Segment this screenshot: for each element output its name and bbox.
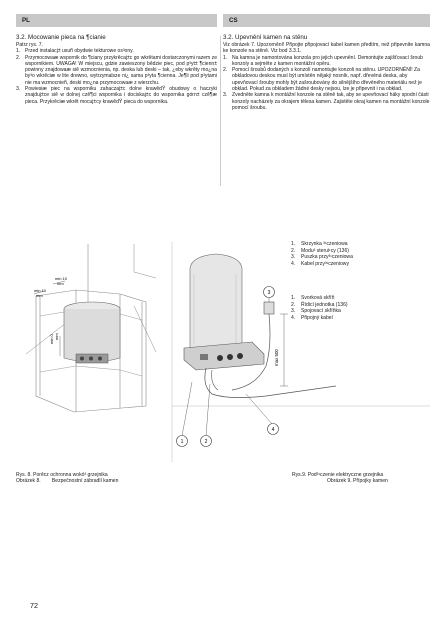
steps-cs: [223, 55, 430, 112]
list-item: [291, 308, 348, 315]
figure-area: [16, 236, 430, 466]
column-divider: [220, 36, 221, 186]
callout-4-label: 4: [271, 427, 275, 433]
caption-figure-9: [292, 472, 388, 485]
dim-min0: min 0: [49, 334, 54, 344]
legend-label: Kabel przy³¹czeniowy: [301, 260, 349, 267]
step-number: 1.: [16, 48, 21, 55]
legend-number: 4.: [291, 260, 296, 267]
tab-pl: PL: [16, 14, 217, 27]
dim-min10-left-unit: mm: [36, 293, 43, 298]
caption-figure-8-cs: [16, 478, 118, 484]
callout-3-label: 3: [267, 290, 271, 296]
list-item: [291, 248, 353, 255]
legend-label: Svorková skříň: [301, 295, 335, 301]
list-item: [291, 295, 348, 302]
list-item: [291, 254, 353, 261]
dim-min10-top: min 10: [55, 276, 68, 281]
figure-9-electrical-connections: [172, 242, 430, 462]
step-text: Zvedněte kamna k montážní konzole na stěně tak, aby se upevňovací háky spodní části konzoly nacházely za okrajem tělesa kamen. Zajistěte okraj kamen na montážní konzole pomocí šroubu.: [232, 92, 430, 111]
legend-number: 2.: [291, 301, 296, 308]
dim-min10-top-unit: mm: [57, 281, 64, 286]
figure-8-sauna-heater-guard-rail: [26, 244, 156, 412]
step-number: 3.: [223, 92, 228, 99]
list-item: [291, 302, 348, 309]
caption-figure-9-pl: Rys.9. Pod³¹czenie elektryczne grzejnika: [292, 472, 384, 478]
column-cs: [223, 34, 430, 111]
legend-number: 1.: [291, 241, 296, 247]
list-item: [291, 315, 348, 322]
legend-number: 3.: [291, 308, 296, 315]
legend-number: 3.: [291, 254, 296, 261]
intro-cs: Viz obrázek 7. Upozornění! Připojte připojovací kabel kamen předtím, než připevníte kamna ke konzole na stěně. Viz bod 3.3.1.: [223, 41, 430, 55]
step-number: 2.: [16, 54, 21, 61]
steps-pl: [16, 48, 217, 105]
list-item: [223, 55, 430, 68]
legend-label: Modu³ sterui¹cy (136): [301, 247, 349, 254]
list-item: [291, 261, 353, 268]
step-text: Pomocí šroubů dodaných s konzolí namontujte konzoli na stěnu. UPOZORNĚNÍ! Za obkladovou deskou musí být umístěn nějaký nosník, např. dřevěná deska, aby upevňovací šrouby mohly být zašroubovány do silnějšího dřevěného materiálu než je obklad. Pokud za obkladem žádné desky nejsou, lze je připevnit i na obklad.: [232, 67, 422, 92]
caption-figure-8-pl: Rys. 8. Porêcz ochronna wokó³ grzejnika: [16, 472, 108, 478]
section-title-pl: 3.2. Mocowanie pieca na ¶cianie: [16, 34, 106, 41]
legend-label: Skrzynka ³¹czeniowa: [301, 241, 348, 247]
list-item: [291, 241, 353, 248]
list-item: [223, 92, 430, 111]
callout-2-label: 2: [204, 439, 208, 445]
caption-figure-9-cs: Obrázek 9. Přípojky kamen: [327, 478, 388, 485]
page-number: 72: [30, 601, 38, 610]
caption-figure-8: [16, 472, 118, 485]
legend-cs: [291, 295, 348, 321]
step-text: Na kamna je namontována konzola pro jejich upevnění. Demontujte zajišťovací šroub konzoly a sejměte z kamen montážní opěru.: [232, 54, 423, 67]
dim-min0-unit: mm: [54, 333, 59, 340]
tab-cs: CS: [223, 14, 430, 27]
legend-number: 2.: [291, 247, 296, 254]
legend-number: 4.: [291, 314, 296, 321]
legend-pl: [291, 241, 353, 267]
legend-label: Puszka przy³¹czeniowa: [301, 254, 353, 261]
section-title-cs: 3.2. Upevnění kamen na stěnu: [223, 34, 308, 41]
step-number: 2.: [223, 67, 228, 74]
step-text: Powiesiæ piec na wsporniku zahaczaj±c dolne krawêdŸ obudowy o haczyki znajduj±ce siê w dolnej czê¶ci wspornika i dociskaj±c do wspornika górn± czê¶æ pieca. Przykrêciæ wkrêt mocuj±cy krawêdŸ pieca do wspornika.: [25, 85, 217, 105]
step-text: Przymocowaæ wspornik do ¶ciany przykrêcaj±c go wkrêtami dostarczonymi razem ze wspornikiem. UWAGA! W miejscu, gdzie zawieszony bêdzie piec, pod p³yt± ¶cienn± powinny znajdowaæ siê wzmocnienia, np. deska lub deski – tak, ¿eby wkrêty mo¿na by³o wkrêciæ w lite drewno, wytrzymalsze ni¿ sama p³yta ¶cienna. Je¶li pod p³ytami nie ma wzmocnieñ, deski mo¿na przymocowaæ z wierzchu.: [25, 54, 217, 86]
list-item: [223, 67, 430, 92]
callout-1-label: 1: [180, 439, 184, 445]
caption-figure-8-cs-text: Bezpečnostní zábradlí kamen: [51, 478, 119, 485]
list-item: [16, 55, 217, 86]
legend-label: Připojný kabel: [301, 314, 333, 321]
dim-max500: max 500: [274, 349, 279, 366]
step-text: Przed instalacj± usuñ obydwie tekturowe os³ony.: [25, 48, 134, 55]
intro-pl: Patrz rys. 7.: [16, 41, 43, 48]
step-number: 3.: [16, 85, 21, 92]
caption-figure-8-cs-number: Obrázek 8.: [16, 478, 41, 485]
column-pl: [16, 34, 217, 105]
legend-number: 1.: [291, 295, 296, 301]
list-item: [16, 86, 217, 105]
dim-min10-left: min 10: [34, 288, 47, 293]
legend-label: Spojovací skříňka: [301, 308, 341, 315]
step-number: 1.: [223, 54, 228, 61]
legend-label: Řídicí jednotka (136): [301, 301, 348, 308]
